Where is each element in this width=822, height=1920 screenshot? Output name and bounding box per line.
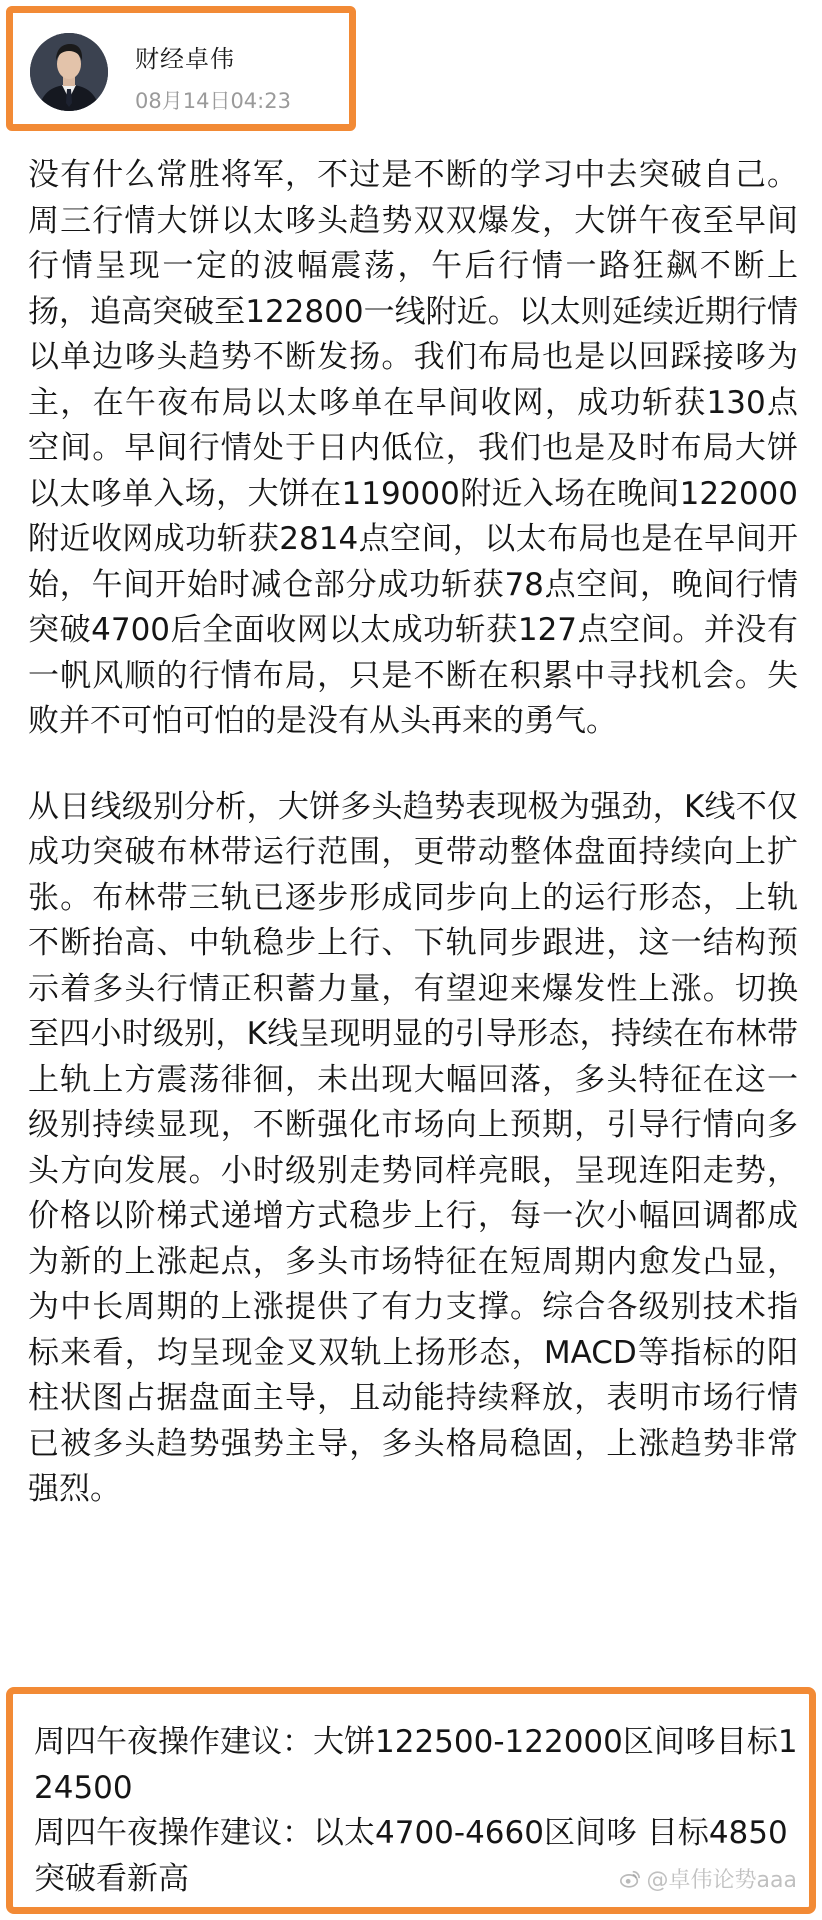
trading-advice-box [6, 1687, 816, 1914]
author-name[interactable]: 财经卓伟 [135, 45, 235, 73]
watermark-text: @卓伟论势aaa [646, 1868, 797, 1893]
paragraph-recap: 没有什么常胜将军，不过是不断的学习中去突破自己。周三行情大饼以太哆头趋势双双爆发，大饼午夜至早间行情呈现一定的波幅震荡，午后行情一路狂飙不断上扬，追高突破至122800一线附近。以太则延续近期行情以单边哆头趋势不断发扬。我们布局也是以回踩接哆为主，在午夜布局以太哆单在早间收网，成功斩获130点空间。早间行情处于日内低位，我们也是及时布局大饼以太哆单入场，大饼在119000附近入场在晚间122000附近收网成功斩获2814点空间，以太布局也是在早间开始，午间开始时减仓部分成功斩获78点空间，晚间行情突破4700后全面收网以太成功斩获127点空间。并没有一帆风顺的行情布局，只是不断在积累中寻找机会。失败并不可怕可怕的是没有从头再来的勇气。 [28, 157, 798, 739]
advice-btc: 周四午夜操作建议：大饼122500-122000区间哆目标124500 [34, 1724, 798, 1806]
post-timestamp: 08月14日04:23 [135, 89, 291, 113]
paragraph-analysis: 从日线级别分析，大饼多头趋势表现极为强劲，K线不仅成功突破布林带运行范围，更带动整体盘面持续向上扩张。布林带三轨已逐步形成同步向上的运行形态，上轨不断抬高、中轨稳步上行、下轨同步跟进，这一结构预示着多头行情正积蓄力量，有望迎来爆发性上涨。切换至四小时级别，K线呈现明显的引导形态，持续在布林带上轨上方震荡徘徊，未出现大幅回落，多头特征在这一级别持续显现，不断强化市场向上预期，引导行情向多头方向发展。小时级别走势同样亮眼，呈现连阳走势，价格以阶梯式递增方式稳步上行，每一次小幅回调都成为新的上涨起点，多头市场特征在短周期内愈发凸显，为中长周期的上涨提供了有力支撑。综合各级别技术指标来看，均呈现金叉双轨上扬形态，MACD等指标的阳柱状图占据盘面主导，且动能持续释放，表明市场行情已被多头趋势强势主导，多头格局稳固，上涨趋势非常强烈。 [28, 788, 798, 1507]
article-body [28, 153, 798, 1513]
watermark [619, 1863, 797, 1894]
weibo-logo-icon [619, 1868, 641, 1890]
avatar-portrait-icon [30, 33, 108, 111]
avatar[interactable] [30, 33, 108, 111]
author-header [6, 6, 356, 131]
advice-eth: 周四午夜操作建议：以太4700-4660区间哆 目标4850 突破看新高 [34, 1815, 788, 1897]
